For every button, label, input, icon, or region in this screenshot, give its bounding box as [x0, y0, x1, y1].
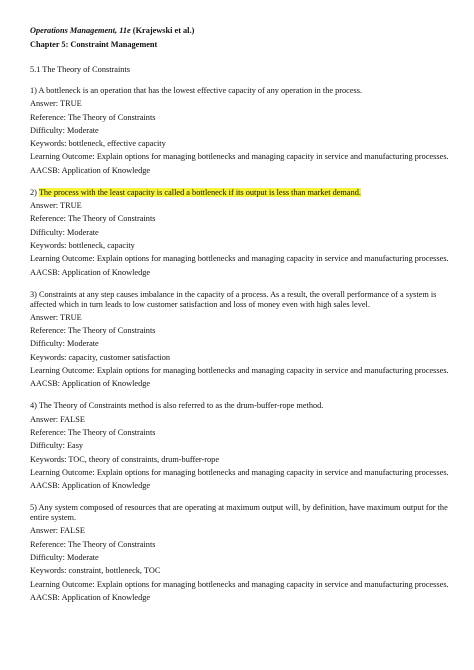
- question-2: [30, 188, 450, 278]
- question-stem: 5) Any system composed of resources that are operating at maximum output will, by definition, have maximum output for the entire system.: [30, 503, 448, 523]
- question-stem: 4) The Theory of Constraints method is also referred to as the drum-buffer-rope method.: [30, 401, 324, 411]
- question-4: [30, 401, 450, 491]
- keywords: Keywords: constraint, bottleneck, TOC: [30, 566, 161, 576]
- question-1: [30, 86, 450, 176]
- keywords: Keywords: TOC, theory of constraints, drum-buffer-rope: [30, 454, 220, 464]
- learning-outcome: Learning Outcome: Explain options for managing bottlenecks and managing capacity in service and manufacturing processes.: [30, 467, 449, 477]
- difficulty: Difficulty: Easy: [30, 441, 84, 451]
- reference: Reference: The Theory of Constraints: [30, 539, 156, 549]
- difficulty: Difficulty: Moderate: [30, 125, 99, 135]
- aacsb: AACSB: Application of Knowledge: [30, 592, 151, 602]
- question-3: [30, 290, 450, 390]
- aacsb: AACSB: Application of Knowledge: [30, 481, 151, 491]
- difficulty: Difficulty: Moderate: [30, 227, 99, 237]
- answer: Answer: TRUE: [30, 201, 82, 211]
- learning-outcome: Learning Outcome: Explain options for managing bottlenecks and managing capacity in service and manufacturing processes.: [30, 152, 449, 162]
- reference: Reference: The Theory of Constraints: [30, 427, 156, 437]
- aacsb: AACSB: Application of Knowledge: [30, 379, 151, 389]
- book-title: Operations Management, 11e: [30, 26, 131, 35]
- document-page: [30, 26, 450, 615]
- keywords: Keywords: bottleneck, effective capacity: [30, 139, 166, 149]
- aacsb: AACSB: Application of Knowledge: [30, 267, 151, 277]
- section-title: 5.1 The Theory of Constraints: [30, 65, 130, 74]
- answer: Answer: FALSE: [30, 526, 85, 536]
- difficulty: Difficulty: Moderate: [30, 339, 99, 349]
- difficulty: Difficulty: Moderate: [30, 553, 99, 563]
- answer: Answer: TRUE: [30, 312, 82, 322]
- question-stem: 1) A bottleneck is an operation that has the lowest effective capacity of any operation in the process.: [30, 86, 363, 95]
- question-stem-line: [30, 188, 450, 198]
- book-header: [30, 26, 450, 36]
- answer: Answer: FALSE: [30, 414, 85, 424]
- aacsb: AACSB: Application of Knowledge: [30, 165, 151, 175]
- learning-outcome: Learning Outcome: Explain options for managing bottlenecks and managing capacity in service and manufacturing processes.: [30, 366, 449, 376]
- question-5: [30, 503, 450, 603]
- keywords: Keywords: capacity, customer satisfaction: [30, 352, 171, 362]
- highlighted-question-stem: The process with the least capacity is called a bottleneck if its output is less than market demand.: [38, 187, 361, 197]
- keywords: Keywords: bottleneck, capacity: [30, 240, 135, 250]
- learning-outcome: Learning Outcome: Explain options for managing bottlenecks and managing capacity in service and manufacturing processes.: [30, 579, 449, 589]
- learning-outcome: Learning Outcome: Explain options for managing bottlenecks and managing capacity in service and manufacturing processes.: [30, 254, 449, 264]
- reference: Reference: The Theory of Constraints: [30, 214, 156, 224]
- reference: Reference: The Theory of Constraints: [30, 112, 156, 122]
- question-number: 2): [30, 187, 39, 197]
- reference: Reference: The Theory of Constraints: [30, 326, 156, 336]
- answer: Answer: TRUE: [30, 99, 82, 109]
- chapter-title: Chapter 5: Constraint Management: [30, 40, 158, 49]
- book-authors: (Krajewski et al.): [130, 26, 195, 35]
- question-stem: 3) Constraints at any step causes imbalance in the capacity of a process. As a result, the overall performance of a system is affected which in turn leads to low customer satisfaction and loss of money even with high sales level.: [30, 289, 437, 309]
